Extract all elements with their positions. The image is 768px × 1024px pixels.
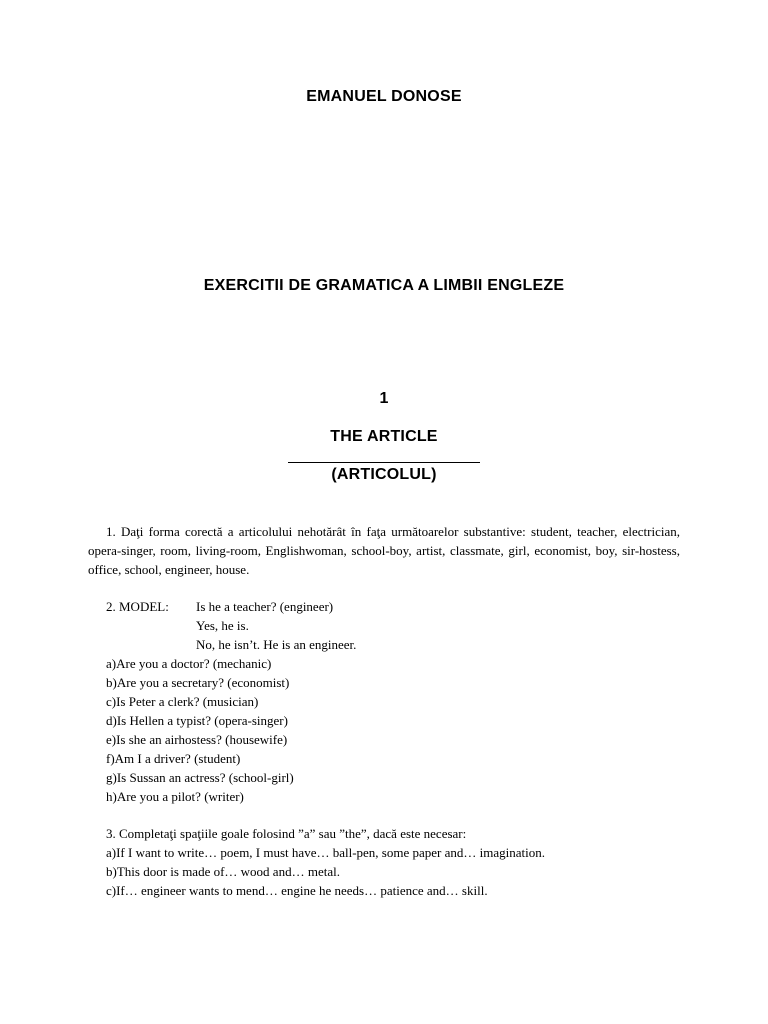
- exercise-3-item: b)This door is made of… wood and… metal.: [106, 864, 340, 879]
- book-title: EXERCITII DE GRAMATICA A LIMBII ENGLEZE: [203, 277, 565, 294]
- exercise-2-label: 2. MODEL:: [106, 599, 169, 614]
- chapter-number: 1: [379, 390, 389, 407]
- chapter-title: THE ARTICLE: [330, 428, 438, 445]
- exercise-1-text: 1. Daţi forma corectă a articolului nehotărât în faţa următoarelor substantive: student, teacher, electrician, opera-singer, room, living-room, Englishwoman, school-boy, artist, classmate, girl, economist, boy, sir-hostess, office, school, engineer, house.: [88, 524, 680, 577]
- exercise-3-item: c)If… engineer wants to mend… engine he needs… patience and… skill.: [106, 883, 488, 898]
- chapter-subtitle: (ARTICOLUL): [331, 466, 437, 483]
- exercise-3-instruction: 3. Completaţi spaţiile goale folosind ”a” sau ”the”, dacă este necesar:: [106, 826, 467, 841]
- model-line: No, he isn’t. He is an engineer.: [196, 637, 357, 652]
- exercise-2-item: a)Are you a doctor? (mechanic): [106, 656, 272, 671]
- title-divider: [288, 462, 480, 463]
- exercise-2-item: d)Is Hellen a typist? (opera-singer): [106, 713, 288, 728]
- model-line: Is he a teacher? (engineer): [196, 599, 334, 614]
- exercise-2-item: c)Is Peter a clerk? (musician): [106, 694, 259, 709]
- model-line: Yes, he is.: [196, 618, 249, 633]
- exercise-2-item: b)Are you a secretary? (economist): [106, 675, 290, 690]
- exercise-2-item: h)Are you a pilot? (writer): [106, 789, 244, 804]
- exercise-2-item: f)Am I a driver? (student): [106, 751, 241, 766]
- exercise-2-item: g)Is Sussan an actress? (school-girl): [106, 770, 294, 785]
- author-name: EMANUEL DONOSE: [306, 88, 462, 105]
- exercise-3-item: a)If I want to write… poem, I must have… ball-pen, some paper and… imagination.: [106, 845, 545, 860]
- exercise-2-item: e)Is she an airhostess? (housewife): [106, 732, 288, 747]
